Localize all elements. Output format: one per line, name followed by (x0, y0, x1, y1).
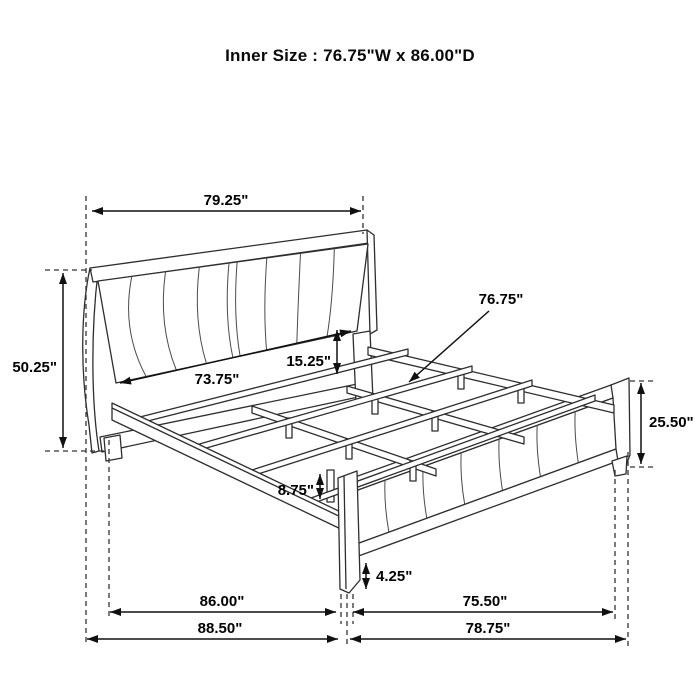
label-support-leg-height: 8.75" (277, 482, 314, 499)
label-headboard-width: 79.25" (203, 192, 249, 209)
label-headboard-height: 50.25" (12, 359, 57, 376)
headboard-right-stile (367, 230, 377, 334)
footboard-near-post (338, 471, 360, 593)
label-foot-leg-height: 4.25" (376, 568, 413, 585)
label-overall-depth: 88.50" (197, 620, 243, 637)
headboard-left-leg (104, 435, 122, 461)
label-inner-depth: 86.00" (199, 593, 245, 610)
label-inner-clear-width: 73.75" (194, 371, 240, 388)
label-slat-inner-width: 76.75" (478, 291, 524, 308)
headboard-left-stile (83, 268, 99, 453)
label-footboard-inner-width: 75.50" (462, 593, 508, 610)
label-footboard-height: 25.50" (649, 414, 694, 431)
label-panel-to-deck: 15.25" (286, 353, 331, 370)
label-footboard-overall-width: 78.75" (465, 620, 511, 637)
page-title: Inner Size : 76.75"W x 86.00"D (225, 46, 475, 65)
